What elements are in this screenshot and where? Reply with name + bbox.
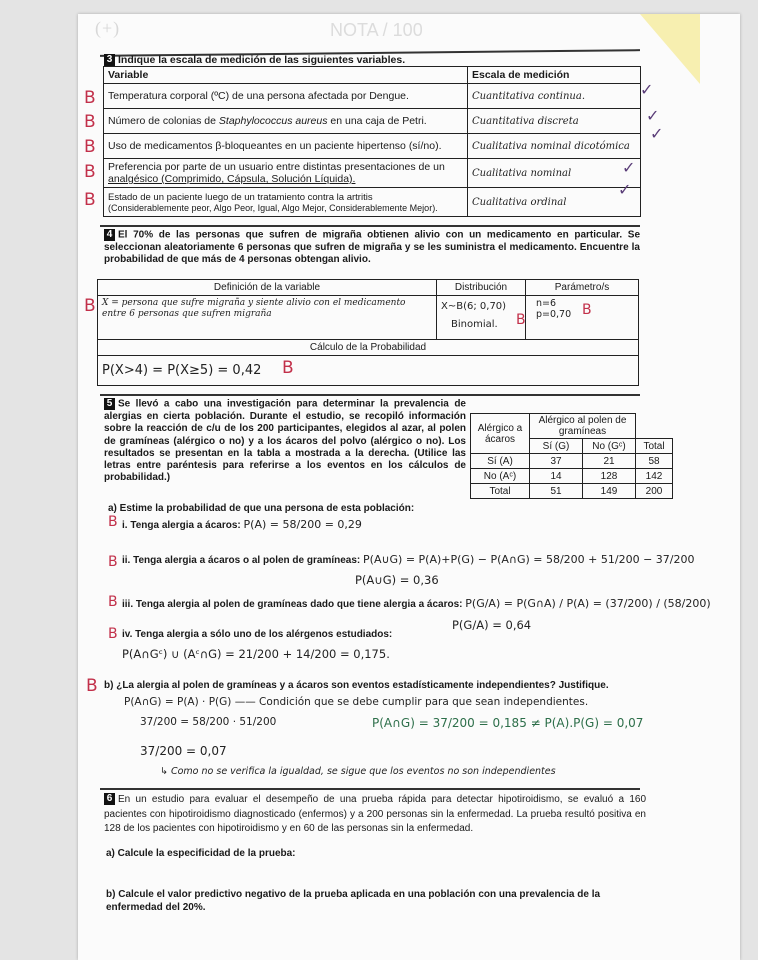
grade-mark: B [84,88,96,108]
grade-mark: B [108,626,118,642]
q5a-title: a) Estime la probabilidad de que una persona de esta población: [108,503,415,514]
bleed-through-text: NOTA / 100 [330,20,423,40]
col-header: Sí (G) [530,439,583,454]
table-row [104,109,641,134]
col-header: No (Gᶜ) [583,439,636,454]
sticky-note-corner [640,14,700,84]
check-icon: ✓ [650,126,664,143]
handwritten-answer: 37/200 = 58/200 · 51/200 [140,716,277,728]
grade-mark: B [582,302,592,318]
table-row [104,188,641,217]
grade-mark: B [84,112,96,132]
variable-text: Número de colonias de [108,115,219,127]
divider [100,394,640,396]
col-group-header: Alérgico al polen de gramíneas [530,414,636,439]
item-label: iii. Tenga alergia al polen de gramíneas dado que tiene alergia a ácaros: [122,599,463,610]
handwritten-answer: P(A∪G) = 0,36 [355,573,439,587]
q5a-item-i [122,518,362,531]
q4-statement [104,229,640,266]
cell: 58 [636,454,673,469]
q4-number: 4 [104,229,115,241]
answer-cell: Cuantitativa continua. [468,84,641,109]
grade-mark: B [84,190,96,210]
q6b-question: b) Calcule el valor predictivo negativo de la prueba aplicada en una población con una prevalencia de la enfermedad del 20%. [106,889,601,913]
handwritten-answer: ↳ Como no se verifica la igualdad, se sigue que los eventos no son independientes [160,766,556,777]
q3-number: 3 [104,54,115,66]
answer-cell: Cualitativa ordinal [468,188,641,217]
species-name: Staphylococcus aureus [218,115,328,127]
table-row [471,469,673,484]
q5a-item-iii [122,597,711,610]
handwritten-line: X = persona que sufre migraña y siente alivio con el medicamento [102,298,406,308]
grade-mark: B [86,676,98,696]
calc-header: Cálculo de la Probabilidad [98,340,639,356]
check-icon: ✓ [646,108,660,125]
answer-cell: Cuantitativa discreta [468,109,641,134]
grade-mark: B [84,296,96,316]
col-variable: Variable [104,67,468,84]
table-row [104,84,641,109]
q6-statement [104,793,646,837]
handwritten-answer: P(G/A) = 0,64 [452,618,532,632]
check-icon: ✓ [640,82,654,99]
bleed-through-text: (+) [95,18,121,38]
grade-mark: B [108,514,118,530]
variable-cell: Temperatura corporal (ºC) de una persona afectada por Dengue. [104,84,468,109]
handwritten-answer: P(A) = 58/200 = 0,29 [243,518,362,531]
grade-mark: B [516,312,526,328]
q5-text: Se llevó a cabo una investigación para determinar la prevalencia de alergias en cierta población. Durante el estudio, se recopiló información sobre la reacción de c/u de los 200 participantes, elegidos al azar, al polen de gramíneas (alérgico o no) y a los ácaros del polvo (alérgico o no). Los resultados se presentan en la tabla a mostrada a la derecha. (Utilice las letras entre paréntesis para referirse a los eventos en los cálculos de probabilidad.) [104,398,466,484]
cell: 142 [636,469,673,484]
answer-cell: Cualitativa nominal dicotómica [468,134,641,159]
q5a-item-ii [122,553,695,566]
definition-answer [98,296,437,340]
variable-text: Preferencia por parte de un usuario entre distintas presentaciones de un [108,161,445,173]
q5b-question: b) ¿La alergia al polen de gramíneas y a ácaros son eventos estadísticamente independientes? Justifique. [104,680,609,691]
grade-mark: B [108,594,118,610]
q5a-item-iv: iv. Tenga alergia a sólo uno de los alérgenos estudiados: [122,629,393,640]
grade-mark: B [84,137,96,157]
variable-cell [104,109,468,134]
item-label: i. Tenga alergia a ácaros: [122,520,241,531]
check-icon: ✓ [622,160,636,177]
divider [100,788,640,790]
calc-answer [98,356,639,386]
col-header: Total [636,439,673,454]
row-label: Sí (A) [471,454,530,469]
variable-text: Estado de un paciente luego de un tratamiento contra la artritis [108,191,373,203]
handwritten-line: X~B(6; 0,70) [441,301,507,312]
handwritten-answer: P(G/A) = P(G∩A) / P(A) = (37/200) / (58/200) [465,597,711,610]
variable-text: (Considerablemente peor, Algo Peor, Igual, Algo Mejor, Considerablemente Mejor). [108,202,438,213]
cell: 128 [583,469,636,484]
q6-text: En un estudio para evaluar el desempeño de una prueba rápida para detectar hipotiroidismo, se evaluó a 160 pacientes con hipotiroidismo diagnosticado (enfermos) y a 200 personas sin la enfermedad. La prueba resultó positiva en 128 de los pacientes con hipotiroidismo y en 60 de las personas sin la enfermedad. [104,794,646,834]
item-label: ii. Tenga alergia a ácaros o al polen de gramíneas: [122,555,361,566]
handwritten-answer: P(A∪G) = P(A)+P(G) − P(A∩G) = 58/200 + 51/200 − 37/200 [363,553,695,566]
cell: 21 [583,454,636,469]
table-row [104,159,641,188]
handwritten-answer: P(A∩Gᶜ) ∪ (Aᶜ∩G) = 21/200 + 14/200 = 0,175. [122,647,390,661]
col-parametros: Parámetro/s [526,280,639,296]
handwritten-line: n=6 [536,298,557,309]
empty-cell [636,414,673,439]
handwritten-line: entre 6 personas que sufren migraña [102,309,272,319]
q5-number: 5 [104,398,115,410]
variable-text: en una caja de Petri. [327,115,427,127]
teacher-correction: P(A∩G) = 37/200 = 0,185 ≠ P(A).P(G) = 0,07 [372,716,644,730]
cell: 200 [636,484,673,499]
check-icon: ✓ [618,182,632,199]
col-escala: Escala de medición [468,67,641,84]
table-row [471,454,673,469]
table-row [104,134,641,159]
q3-table [103,66,641,217]
handwritten-answer: 37/200 = 0,07 [140,744,227,758]
q3-title-text: Indique la escala de medición de las siguientes variables. [118,54,406,66]
col-distribucion: Distribución [437,280,526,296]
cell: 149 [583,484,636,499]
table-row [471,484,673,499]
q4-table [97,279,639,386]
q5-statement [104,398,466,485]
handwritten-answer: P(A∩G) = P(A) · P(G) —— Condición que se debe cumplir para que sean independientes. [124,696,589,708]
q6a-question: a) Calcule la especificidad de la prueba: [106,848,296,859]
handwritten-line: Binomial. [451,319,498,330]
cell: 37 [530,454,583,469]
q4-text: El 70% de las personas que sufren de migraña obtienen alivio con un medicamento en particular. Se seleccionan aleatoriamente 6 personas que sufren de migraña y se les suministra el medicamento. Encuentre la probabilidad de que más de 4 personas obtengan alivio. [104,229,640,265]
variable-cell: Uso de medicamentos β-bloqueantes en un paciente hipertenso (sí/no). [104,134,468,159]
distribution-answer [437,296,526,340]
variable-cell [104,188,468,217]
q6-number: 6 [104,793,115,805]
grade-mark: B [282,358,294,378]
variable-cell [104,159,468,188]
row-label: Total [471,484,530,499]
grade-mark: B [108,554,118,570]
answer-cell: Cualitativa nominal [468,159,641,188]
divider [100,225,640,227]
contingency-table [470,413,673,499]
col-definicion: Definición de la variable [98,280,437,296]
handwritten-line: P(X>4) = P(X≥5) = 0,42 [102,363,262,378]
grade-mark: B [84,162,96,182]
cell: 14 [530,469,583,484]
variable-text: analgésico (Comprimido, Cápsula, Solución Líquida). [108,173,356,185]
row-header: Alérgico a ácaros [471,414,530,454]
row-label: No (Aᶜ) [471,469,530,484]
handwritten-line: p=0,70 [536,309,572,320]
cell: 51 [530,484,583,499]
q3-title [104,54,405,67]
